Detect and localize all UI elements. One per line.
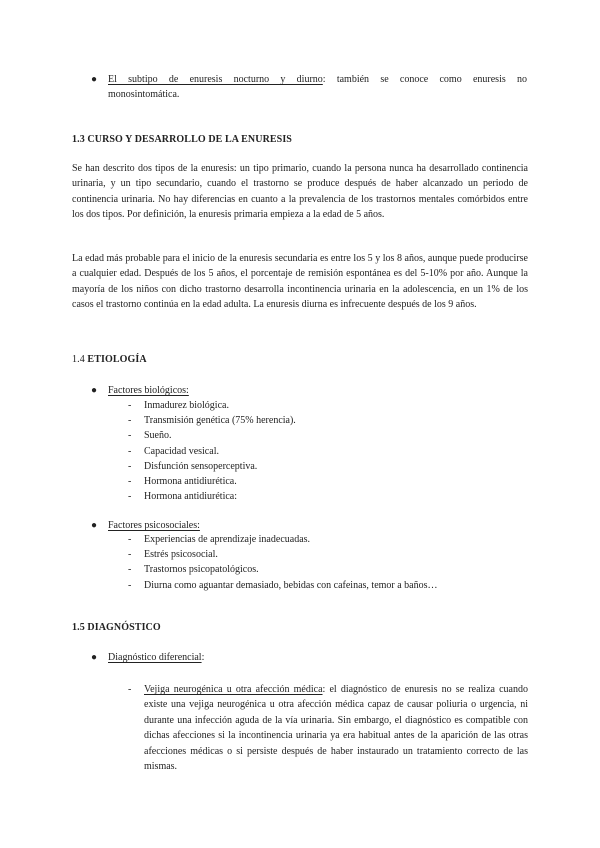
list-item: - Inmadurez biológica.	[128, 400, 229, 411]
section-heading-1-3: 1.3 CURSO Y DESARROLLO DE LA ENURESIS	[72, 134, 292, 145]
bullet-dot: ●	[91, 74, 98, 85]
bullet-dot: ●	[91, 652, 98, 663]
neurogenic-bladder-item	[128, 682, 528, 774]
bullet-dot: ●	[91, 520, 98, 531]
list-item: - Disfunción sensoperceptiva.	[128, 460, 258, 472]
list-item: - Hormona antidiurética.	[128, 475, 237, 487]
section-heading-1-5: 1.5 DIAGNÓSTICO	[72, 622, 161, 633]
intro-bullet-line2: monosintomática.	[108, 89, 180, 100]
biological-factors-list	[128, 398, 296, 504]
list-item: - Estrés psicosocial.	[128, 549, 218, 561]
intro-bullet-link[interactable]: El subtipo de enuresis nocturno y diurno	[108, 74, 323, 85]
list-item: - Diurna como aguantar demasiado, bebidas con cafeinas, temor a baños…	[128, 579, 438, 591]
psychosocial-factors-label: Factores psicosociales:	[108, 520, 200, 531]
list-item: - Sueño.	[128, 430, 172, 442]
list-item: - Hormona antidiurética:	[128, 491, 238, 503]
psychosocial-factors-bullet	[91, 518, 491, 533]
biological-factors-bullet	[91, 383, 491, 398]
bullet-dot: ●	[91, 385, 98, 396]
dash-marker: -	[128, 684, 132, 695]
biological-factors-label: Factores biológicos:	[108, 385, 189, 396]
section-1-3-paragraph-1: Se han descrito dos tipos de la enuresis: un tipo primario, cuando la persona nunca ha desarrollado continencia urinaria, y un tipo secundario, cuando el trastorno se produce después de haber alcanzado un periodo de continencia urinaria. No hay diferencias en cuanto a la prevalencia de los trastornos mentales comórbidos entre los dos tipos. Por definición, la enuresis primaria empieza a la edad de 5 años.	[72, 163, 528, 220]
list-item: - Trastornos psicopatológicos.	[128, 564, 259, 576]
differential-diagnosis-label: Diagnóstico diferencial	[108, 652, 202, 663]
list-item: - Experiencias de aprendizaje inadecuadas.	[128, 534, 311, 545]
section-1-3-paragraph-2: La edad más probable para el inicio de la enuresis secundaria es entre los 5 y los 8 años, aunque puede producirse a cualquier edad. Después de los 5 años, el porcentaje de remisión espontánea es del 5-10% por año. Aunque la mayoría de los niños con dicho trastorno desarrolla incontinencia urinaria en la adolescencia, en un 1% de los casos el trastorno continúa en la edad adulta. La enuresis diurna es infrecuente después de los 9 años.	[72, 253, 528, 310]
psychosocial-factors-list	[128, 532, 438, 593]
section-heading-1-4: 1.4 ETIOLOGÍA	[72, 354, 147, 365]
differential-diagnosis-bullet: ● Diagnóstico diferencial:	[91, 652, 205, 663]
list-item: - Transmisión genética (75% herencia).	[128, 415, 296, 427]
list-item: - Capacidad vesical.	[128, 445, 219, 457]
neurogenic-bladder-text: : el diagnóstico de enuresis no se realiza cuando existe una vejiga neurogénica u otra afección médica capaz de causar poliuria o urgencia, ni durante una infección aguda de la vía urinaria. Sin embargo, el diagnóstico es compatible con dichas afecciones si la incontinencia urinaria ya era habitual antes de la aparición de las otras afecciones médicas o si persiste después de haber instaurado un tratamiento correcto de las mismas.	[144, 684, 528, 773]
intro-bullet	[91, 72, 527, 102]
neurogenic-bladder-link[interactable]: Vejiga neurogénica u otra afección médica	[144, 684, 323, 695]
intro-bullet-text: : también se conoce como enuresis no	[322, 74, 528, 85]
